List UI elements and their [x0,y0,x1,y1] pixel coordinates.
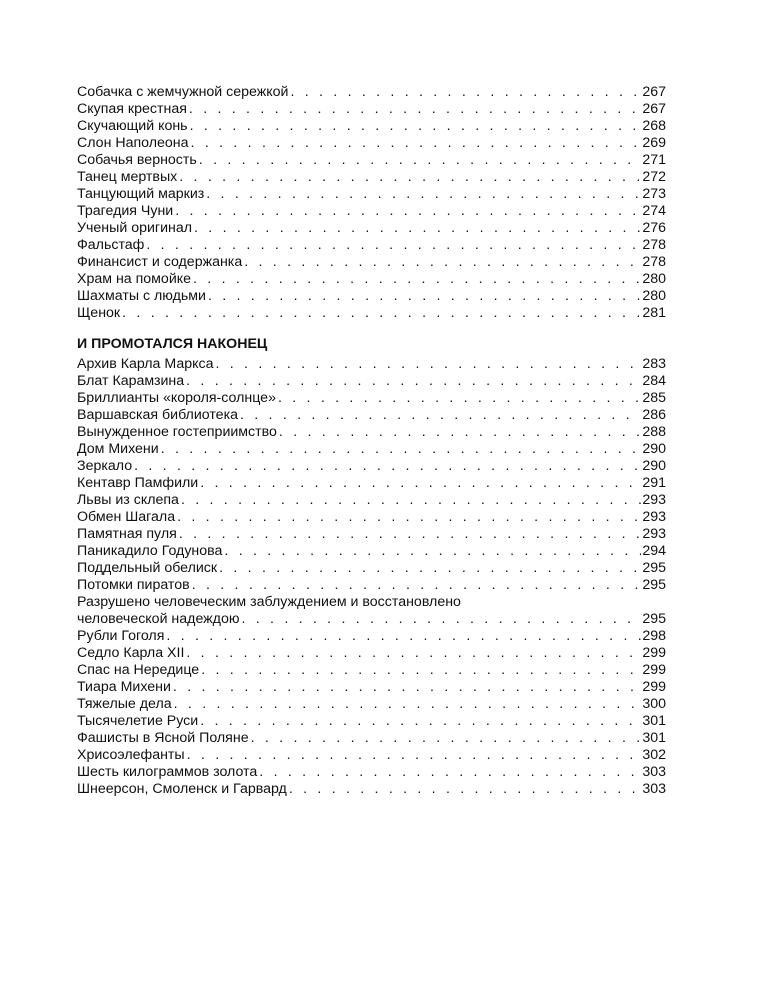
toc-entry-title: Памятная пуля [77,526,177,542]
toc-entry [77,611,666,628]
leader-dots [217,560,641,577]
toc-entry-page: 290 [642,458,666,474]
toc-entry-title: Шесть килограммов золота [77,764,258,780]
toc-entry-title: Фашисты в Ясной Поляне [77,730,249,746]
toc-entry-title: Бриллианты «короля-солнце» [77,390,276,406]
leader-dots [257,764,641,781]
toc-entry[interactable] [77,662,666,679]
toc-entry-title: Блат Карамзина [77,373,185,389]
toc-entry[interactable] [77,509,666,526]
toc-entry-page: 280 [642,271,666,287]
toc-entry[interactable] [77,424,666,441]
toc-entry[interactable] [77,169,666,186]
leader-dots [172,696,642,713]
leader-dots [238,407,641,424]
toc-entry[interactable] [77,220,666,237]
toc-entry-title: Паникадило Годунова [77,543,223,559]
toc-entry-page: 293 [642,509,666,525]
leader-dots [187,101,641,118]
toc-entry[interactable] [77,475,666,492]
leader-dots [239,611,641,628]
toc-entry[interactable] [77,118,666,135]
toc-entry-page: 281 [642,305,666,321]
toc-entry-title: Шахматы с людьми [77,288,206,304]
toc-entry[interactable] [77,713,666,730]
section-heading: И ПРОМОТАЛСЯ НАКОНЕЦ [77,336,268,352]
toc-entry-page: 293 [642,526,666,542]
leader-dots [184,645,641,662]
toc-entry-page: 271 [642,152,666,168]
toc-entry-page: 295 [642,577,666,593]
toc-entry-title: Львы из склепа [77,492,179,508]
leader-dots [204,186,641,203]
leader-dots [191,271,641,288]
toc-section-2-a [77,356,666,594]
toc-entry-page: 267 [642,101,666,117]
toc-entry-title: Архив Карла Маркса [77,356,214,372]
toc-section-1 [77,84,666,322]
toc-entry[interactable] [77,441,666,458]
toc-entry-title: Тиара Михени [77,679,171,695]
leader-dots [192,220,641,237]
leader-dots [242,254,641,271]
toc-entry-page: 291 [642,475,666,491]
toc-entry-page: 302 [642,747,666,763]
toc-entry-page: 269 [642,135,666,151]
toc-entry-page: 268 [642,118,666,134]
leader-dots [189,135,642,152]
toc-entry[interactable] [77,373,666,390]
toc-entry-title-line2: человеческой надеждою [77,611,240,627]
toc-entry-title: Седло Карла XII [77,645,185,661]
toc-section-2-b [77,628,666,798]
leader-dots [206,288,641,305]
toc-entry-title: Ученый оригинал [77,220,193,236]
leader-dots [175,509,641,526]
toc-entry[interactable] [77,560,666,577]
toc-entry-page: 295 [642,611,666,627]
toc-entry-title: Финансист и содержанка [77,254,243,270]
toc-entry-title: Тяжелые дела [77,696,172,712]
leader-dots [199,662,641,679]
toc-entry-page: 273 [642,186,666,202]
leader-dots [190,577,642,594]
toc-entry-page: 301 [642,713,666,729]
toc-entry-title: Шнеерсон, Смоленск и Гарвард [77,781,287,797]
toc-entry-title-line1: Разрушено человеческим заблуждением и восстановлено [77,594,461,610]
toc-entry-title: Спас на Нередице [77,662,200,678]
toc-entry-page: 278 [642,254,666,270]
leader-dots [177,526,642,543]
toc-entry-page: 276 [642,220,666,236]
leader-dots [144,237,641,254]
toc-entry-title: Потомки пиратов [77,577,190,593]
leader-dots [188,118,642,135]
leader-dots [177,169,641,186]
toc-entry-title: Поддельный обелиск [77,560,218,576]
toc-entry[interactable] [77,577,666,594]
toc-entry[interactable] [77,764,666,781]
toc-entry[interactable] [77,356,666,373]
toc-entry-page: 303 [642,781,666,797]
leader-dots [185,747,642,764]
leader-dots [222,543,641,560]
toc-entry-page: 299 [642,645,666,661]
toc-entry-page: 280 [642,288,666,304]
toc-entry-title: Зеркало [77,458,133,474]
toc-entry-title: Скупая крестная [77,101,187,117]
toc-entry[interactable] [77,271,666,288]
leader-dots [198,475,641,492]
toc-entry-title: Варшавская библиотека [77,407,238,423]
toc-entry[interactable] [77,254,666,271]
toc-entry-title: Хрисоэлефанты [77,747,185,763]
toc-entry[interactable] [77,407,666,424]
toc-entry[interactable] [77,237,666,254]
toc-entry[interactable] [77,186,666,203]
toc-entry-title: Кентавр Памфили [77,475,199,491]
toc-entry[interactable] [77,696,666,713]
toc-entry-title: Вынужденное гостеприимство [77,424,277,440]
toc-entry[interactable] [77,730,666,747]
toc-entry-title: Храм на помойке [77,271,192,287]
toc-entry[interactable] [77,747,666,764]
toc-entry-page: 267 [642,84,666,100]
table-of-contents [77,84,666,798]
toc-entry-page: 294 [642,543,666,559]
toc-entry[interactable] [77,84,666,101]
toc-entry-page: 301 [642,730,666,746]
toc-entry-page: 299 [642,679,666,695]
toc-entry[interactable] [77,458,666,475]
toc-entry-page: 286 [642,407,666,423]
toc-entry-title: Тысячелетие Руси [77,713,199,729]
toc-entry-title: Танец мертвых [77,169,178,185]
toc-entry[interactable] [77,203,666,220]
toc-entry-page: 293 [642,492,666,508]
toc-entry-page: 284 [642,373,666,389]
toc-entry[interactable] [77,492,666,509]
toc-entry-page: 278 [642,237,666,253]
toc-entry[interactable] [77,526,666,543]
leader-dots [276,390,641,407]
toc-entry-title: Дом Михени [77,441,159,457]
leader-dots [197,152,642,169]
toc-entry-page: 303 [642,764,666,780]
toc-entry[interactable] [77,390,666,407]
toc-entry-title: Щенок [77,305,121,321]
toc-entry-page: 285 [642,390,666,406]
leader-dots [249,730,642,747]
toc-entry-title: Рубли Гоголя [77,628,165,644]
leader-dots [171,679,641,696]
leader-dots [287,781,641,798]
toc-entry[interactable] [77,135,666,152]
leader-dots [198,713,641,730]
toc-entry-title: Фальстаф [77,237,145,253]
toc-entry-title: Собачья верность [77,152,197,168]
toc-entry[interactable] [77,645,666,662]
leader-dots [164,628,641,645]
toc-entry[interactable] [77,288,666,305]
toc-entry-title: Обмен Шагала [77,509,176,525]
leader-dots [184,373,641,390]
toc-entry-page: 288 [642,424,666,440]
toc-entry-title: Собачка с жемчужной сережкой [77,84,289,100]
leader-dots [277,424,641,441]
toc-entry-title: Скучающий конь [77,118,188,134]
leader-dots [173,203,641,220]
toc-entry-page: 290 [642,441,666,457]
leader-dots [159,441,642,458]
toc-entry[interactable] [77,101,666,118]
toc-entry[interactable] [77,152,666,169]
toc-entry[interactable] [77,305,666,322]
toc-entry-page: 272 [642,169,666,185]
leader-dots [132,458,641,475]
toc-entry-title: Слон Наполеона [77,135,189,151]
leader-dots [179,492,641,509]
toc-entry-page: 298 [642,628,666,644]
toc-entry-wrapped[interactable] [77,594,666,628]
toc-entry-title: Трагедия Чуни [77,203,174,219]
toc-entry-page: 300 [642,696,666,712]
leader-dots [120,305,641,322]
toc-entry[interactable] [77,543,666,560]
toc-entry[interactable] [77,628,666,645]
leader-dots [213,356,641,373]
leader-dots [288,84,641,101]
toc-entry-page: 295 [642,560,666,576]
toc-entry-page: 299 [642,662,666,678]
toc-entry-page: 283 [642,356,666,372]
toc-entry-title: Танцующий маркиз [77,186,205,202]
toc-entry[interactable] [77,679,666,696]
toc-entry[interactable] [77,781,666,798]
toc-entry-page: 274 [642,203,666,219]
